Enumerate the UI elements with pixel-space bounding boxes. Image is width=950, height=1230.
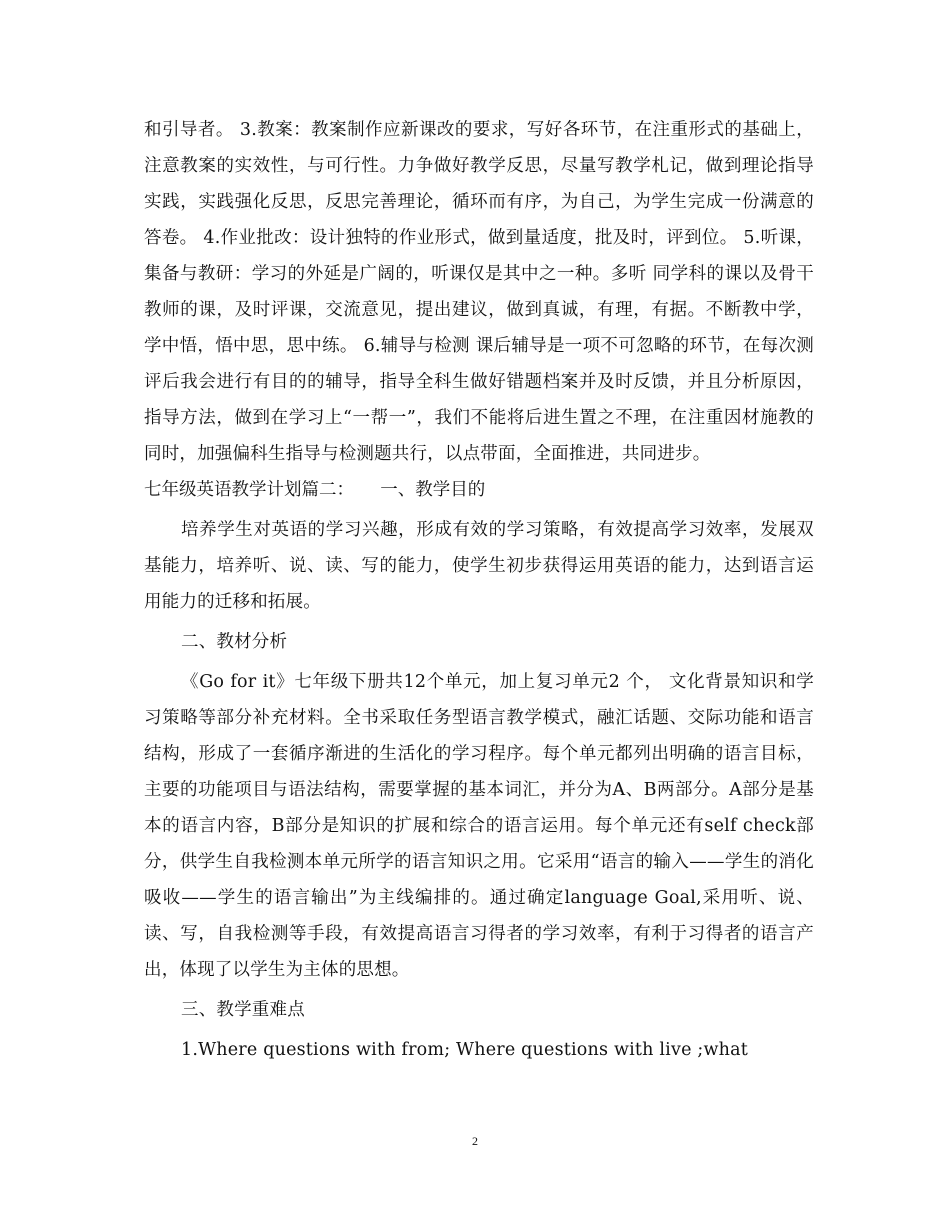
- heading-textbook-analysis: 二、教材分析: [181, 632, 288, 652]
- heading-key-difficulties: 三、教学重难点: [181, 1000, 305, 1020]
- paragraph-key-point-one: 1.Where questions with from; Where questions with live ;what: [181, 1040, 749, 1060]
- paragraph-textbook-analysis: 《Go for it》七年级下册共12个单元，加上复习单元2 个， 文化背景知识和学习策略等部分补充材料。全书采取任务型语言教学模式，融汇话题、交际功能和语言结构，形成了一套循序渐进的生活化的学习程序。每个单元都列出明确的语言目标，主要的功能项目与语法结构，需要掌握的基本词汇，并分为A、B两部分。A部分是基本的语言内容，B部分是知识的扩展和综合的语言运用。每个单元还有self check部分，供学生自我检测本单元所学的语言知识之用。它采用“语言的输入——学生的消化吸收——学生的语言输出”为主线编排的。通过确定language Goal,采用听、说、读、写，自我检测等手段，有效提高语言习得者的学习效率，有利于习得者的语言产出，体现了以学生为主体的思想。: [144, 672, 814, 980]
- paragraph-teaching-routines: 和引导者。 3.教案：教案制作应新课改的要求，写好各环节，在注重形式的基础上， 注意教案的实效性，与可行性。力争做好教学反思，尽量写教学札记，做到理论指导实践，实践强化反思，反思完善理论，循环而有序，为自己，为学生完成一份满意的答卷。 4.作业批改：设计独特的作业形式，做到量适度，批及时，评到位。 5.听课，集备与教研：学习的外延是广阔的，听课仅是其中之一种。多听 同学科的课以及骨干教师的课，及时评课，交流意见，提出建议，做到真诚，有理，有据。不断教中学，学中悟，悟中思，思中练。 6.辅导与检测 课后辅导是一项不可忽略的环节，在每次测评后我会进行有目的的辅导，指导全科生做好错题档案并及时反馈，并且分析原因，指导方法，做到在学习上“一帮一”，我们不能将后进生置之不理，在注重因材施教的同时，加强偏科生指导与检测题共行，以点带面，全面推进，共同进步。: [144, 120, 814, 464]
- page-number: 2: [472, 1134, 478, 1148]
- paragraph-teaching-goals: 培养学生对英语的学习兴趣，形成有效的学习策略，有效提高学习效率，发展双基能力，培养听、说、读、写的能力，使学生初步获得运用英语的能力，达到语言运用能力的迁移和拓展。: [144, 520, 814, 612]
- section-title-plan-two: 七年级英语教学计划篇二： 一、教学目的: [144, 480, 486, 500]
- document-body: [144, 112, 814, 1068]
